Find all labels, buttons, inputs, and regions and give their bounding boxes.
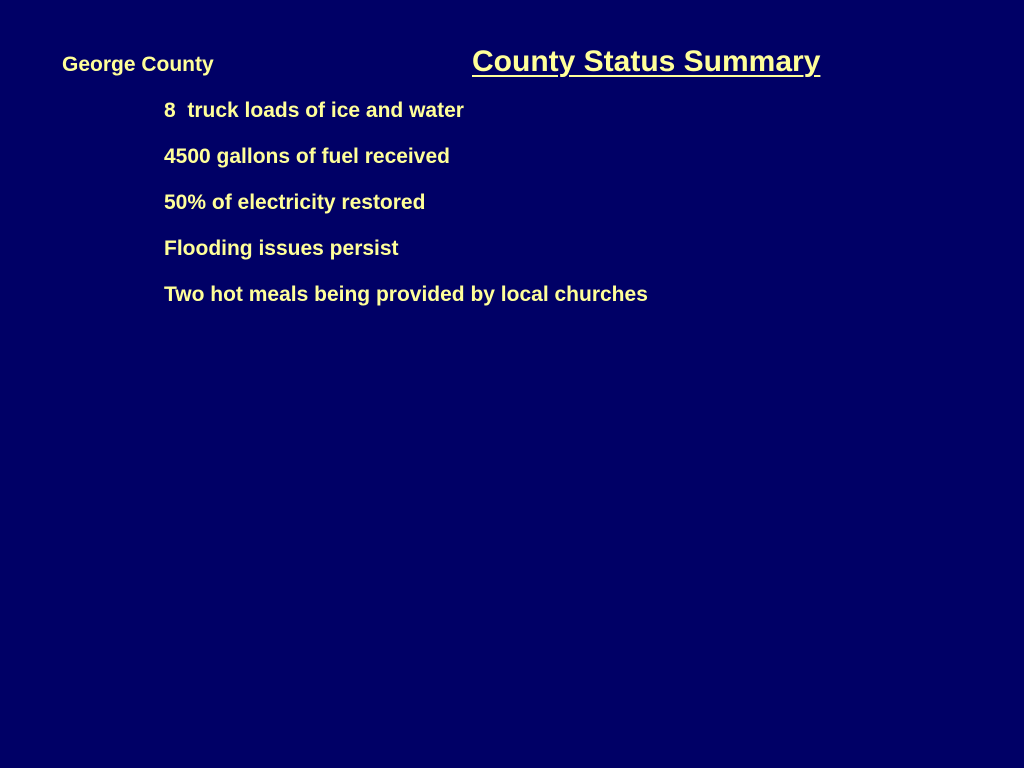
status-list bbox=[164, 98, 648, 328]
slide-title: County Status Summary bbox=[472, 45, 821, 78]
status-item: 4500 gallons of fuel received bbox=[164, 145, 450, 168]
county-name: George County bbox=[62, 53, 214, 76]
status-item: 50% of electricity restored bbox=[164, 191, 426, 214]
status-item: 8 truck loads of ice and water bbox=[164, 99, 464, 122]
status-item: Flooding issues persist bbox=[164, 237, 399, 260]
status-item: Two hot meals being provided by local churches bbox=[164, 283, 648, 306]
